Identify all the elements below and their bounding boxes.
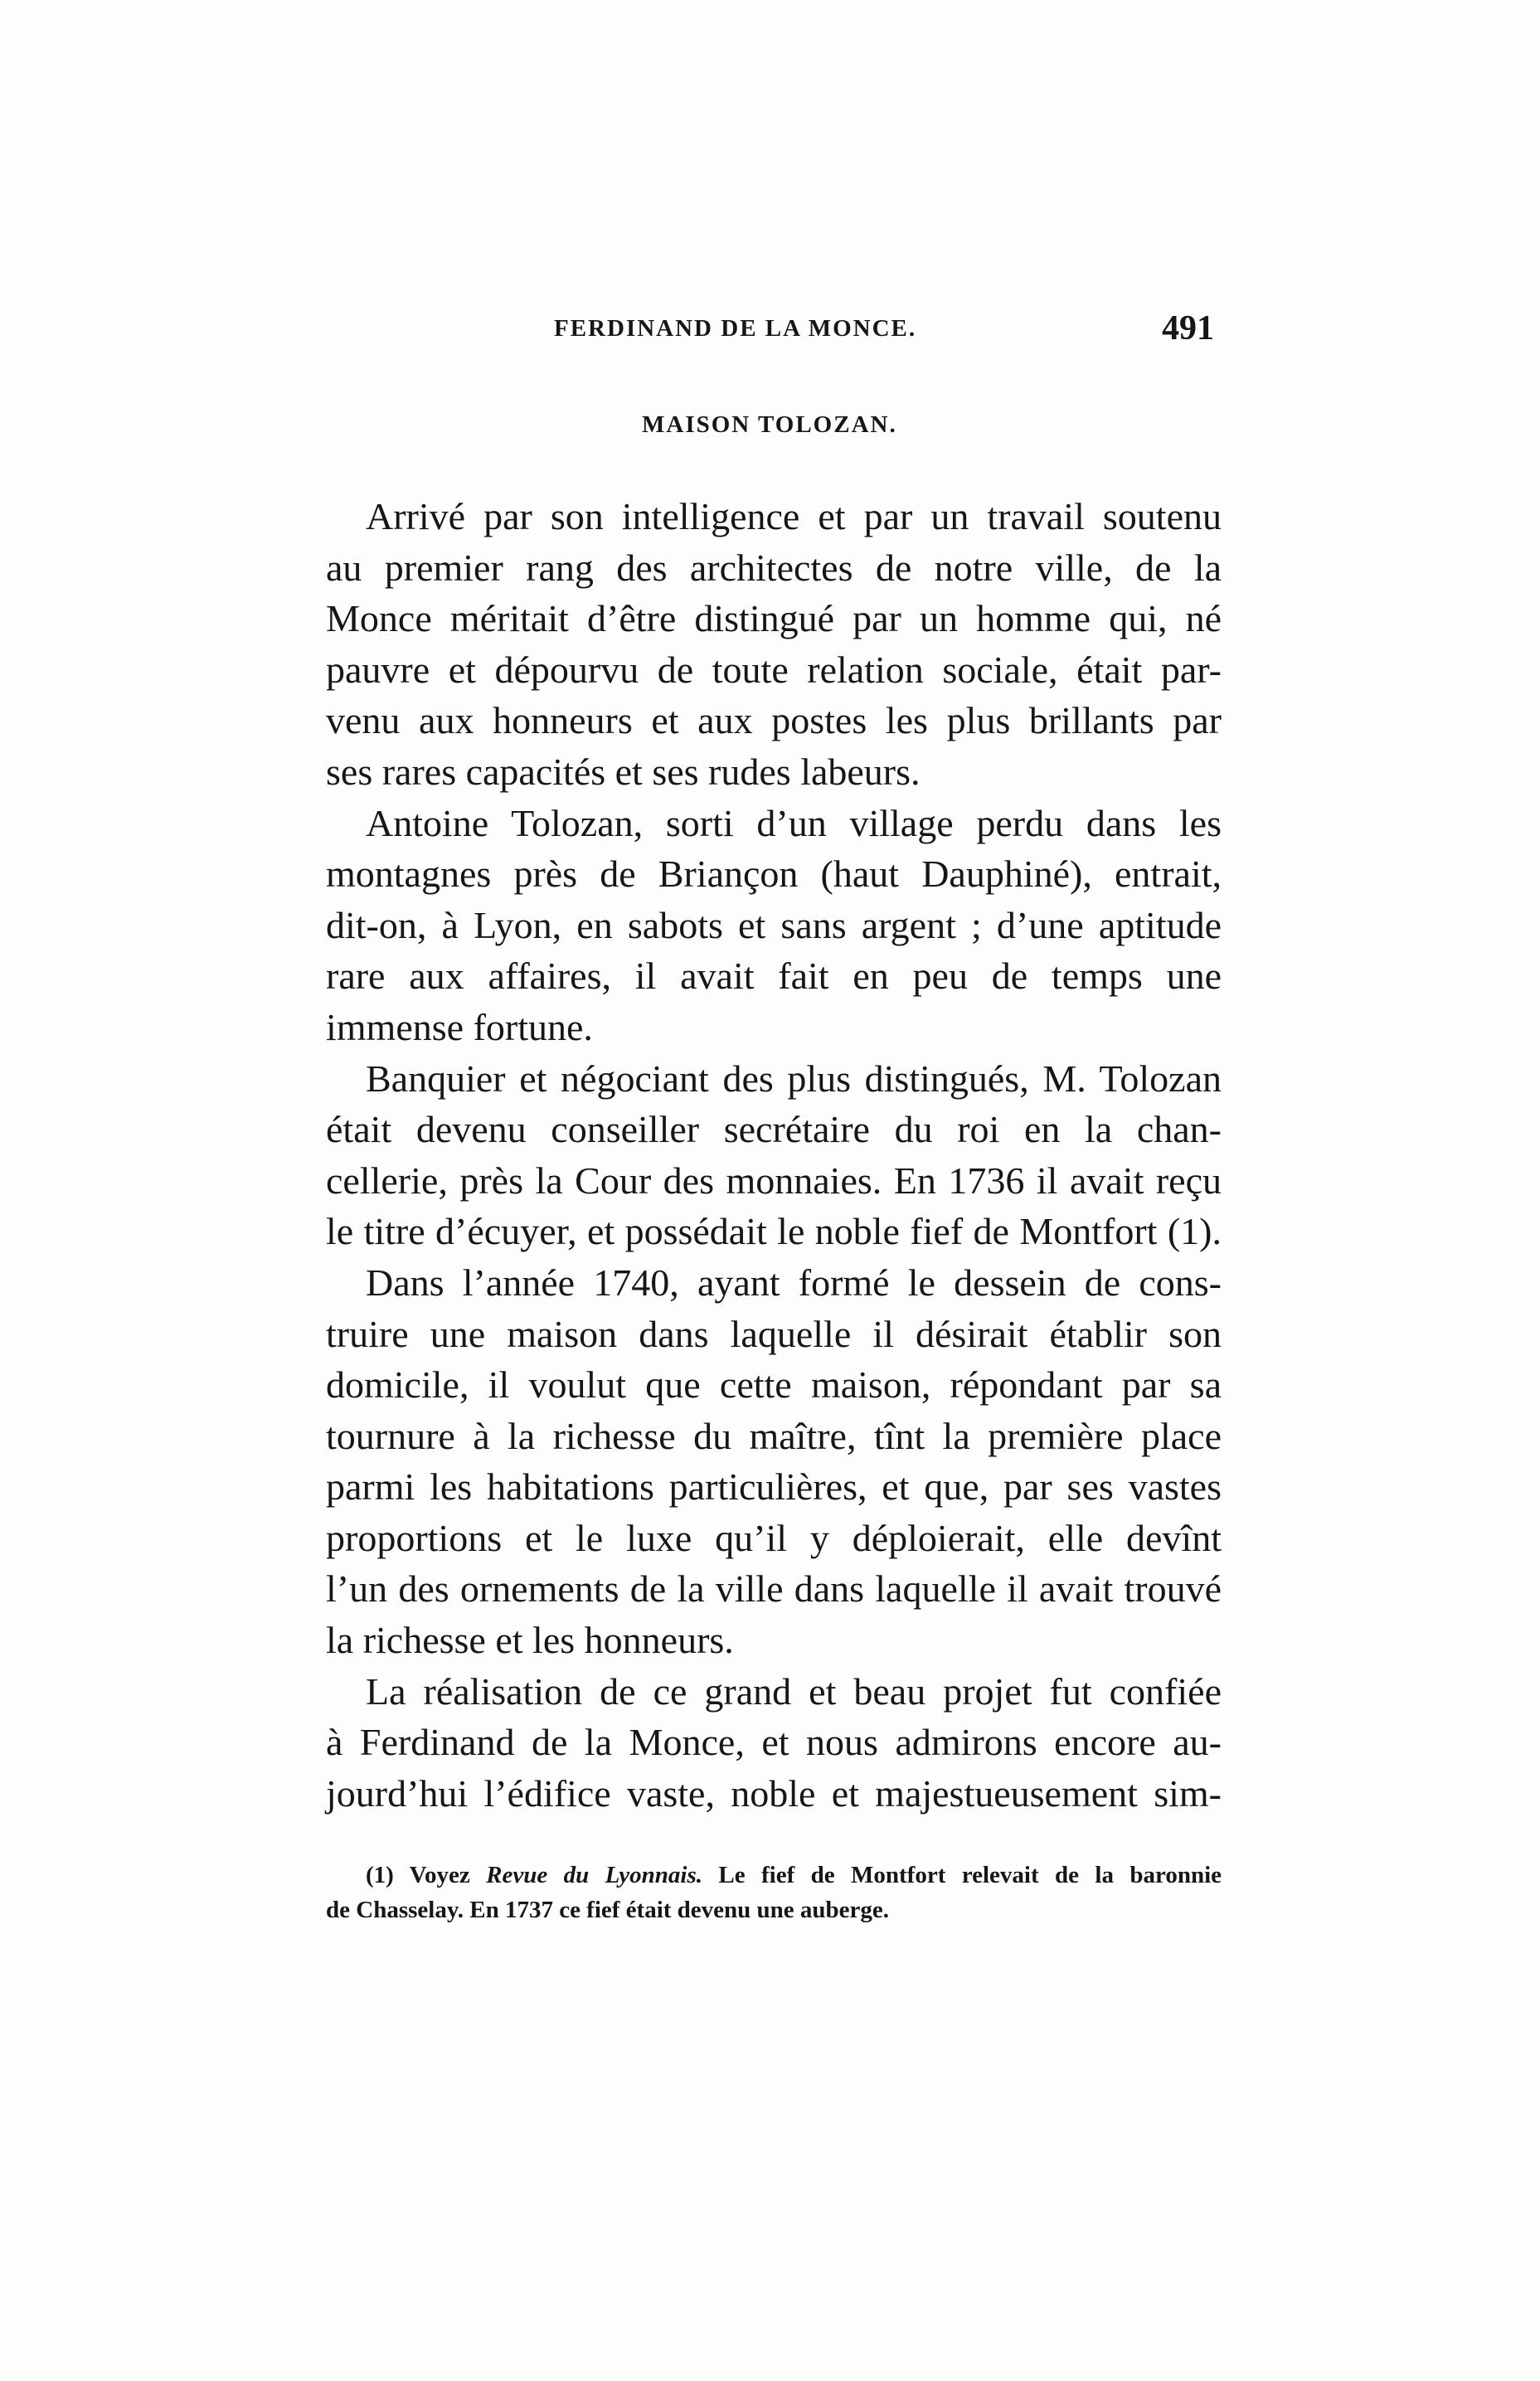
text-line: montagnes près de Briançon (haut Dauphiné), entrait, <box>326 853 1222 896</box>
footnote-marker: (1) Voyez <box>366 1862 470 1888</box>
text-line: à Ferdinand de la Monce, et nous admirons encore au- <box>326 1721 1222 1764</box>
text-line: tournure à la richesse du maître, tînt la première place <box>326 1414 1222 1457</box>
text-line: l’un des ornements de la ville dans laquelle il avait trouvé <box>326 1567 1222 1611</box>
text-line: le titre d’écuyer, et possédait le noble fief de Montfort (1). <box>326 1210 1222 1253</box>
footnote-text: Le fief de Montfort relevait de la baronnie <box>718 1862 1222 1888</box>
text-line: pauvre et dépourvu de toute relation sociale, était par- <box>326 648 1222 691</box>
text-line: domicile, il voulut que cette maison, répondant par sa <box>326 1363 1222 1407</box>
running-title: FERDINAND DE LA MONCE. <box>554 315 917 342</box>
text-line: Antoine Tolozan, sorti d’un village perdu dans les <box>366 801 1222 844</box>
text-line: ses rares capacités et ses rudes labeurs. <box>326 750 921 793</box>
text-line: Banquier et négociant des plus distingués, M. Tolozan <box>366 1057 1222 1100</box>
text-line: truire une maison dans laquelle il désirait établir son <box>326 1312 1222 1355</box>
text-line: cellerie, près la Cour des monnaies. En 1736 il avait reçu <box>326 1159 1222 1202</box>
text-line: jourd’hui l’édifice vaste, noble et majestueusement sim- <box>326 1771 1222 1815</box>
text-line: Arrivé par son intelligence et par un travail soutenu <box>366 495 1222 537</box>
footnote <box>326 1858 1222 1927</box>
footnote-line: de Chasselay. En 1737 ce fief était devenu une auberge. <box>326 1897 890 1923</box>
text-line: La réalisation de ce grand et beau projet fut confiée <box>366 1669 1222 1713</box>
text-line: dit-on, à Lyon, en sabots et sans argent ; d’une aptitude <box>326 903 1222 946</box>
footnote-line <box>326 1858 1222 1893</box>
text-line: au premier rang des architectes de notre ville, de la <box>326 546 1222 589</box>
text-line: la richesse et les honneurs. <box>326 1619 734 1662</box>
text-line: proportions et le luxe qu’il y déploierait, elle devînt <box>326 1516 1222 1559</box>
text-line: rare aux affaires, il avait fait en peu de temps une <box>326 955 1222 998</box>
page-number: 491 <box>1162 309 1214 347</box>
text-line: était devenu conseiller secrétaire du roi en la chan- <box>326 1108 1222 1151</box>
text-line: parmi les habitations particulières, et que, par ses vastes <box>326 1465 1222 1509</box>
section-title: MAISON TOLOZAN. <box>642 411 897 438</box>
running-head <box>554 309 1217 358</box>
body-text <box>326 491 1222 1819</box>
text-line: immense fortune. <box>326 1005 593 1048</box>
text-line: venu aux honneurs et aux postes les plus brillants par <box>326 699 1222 742</box>
text-line: Monce méritait d’être distingué par un homme qui, né <box>326 597 1222 640</box>
footnote-journal-title: Revue du Lyonnais. <box>486 1862 702 1888</box>
text-line: Dans l’année 1740, ayant formé le dessein de cons- <box>366 1261 1222 1304</box>
